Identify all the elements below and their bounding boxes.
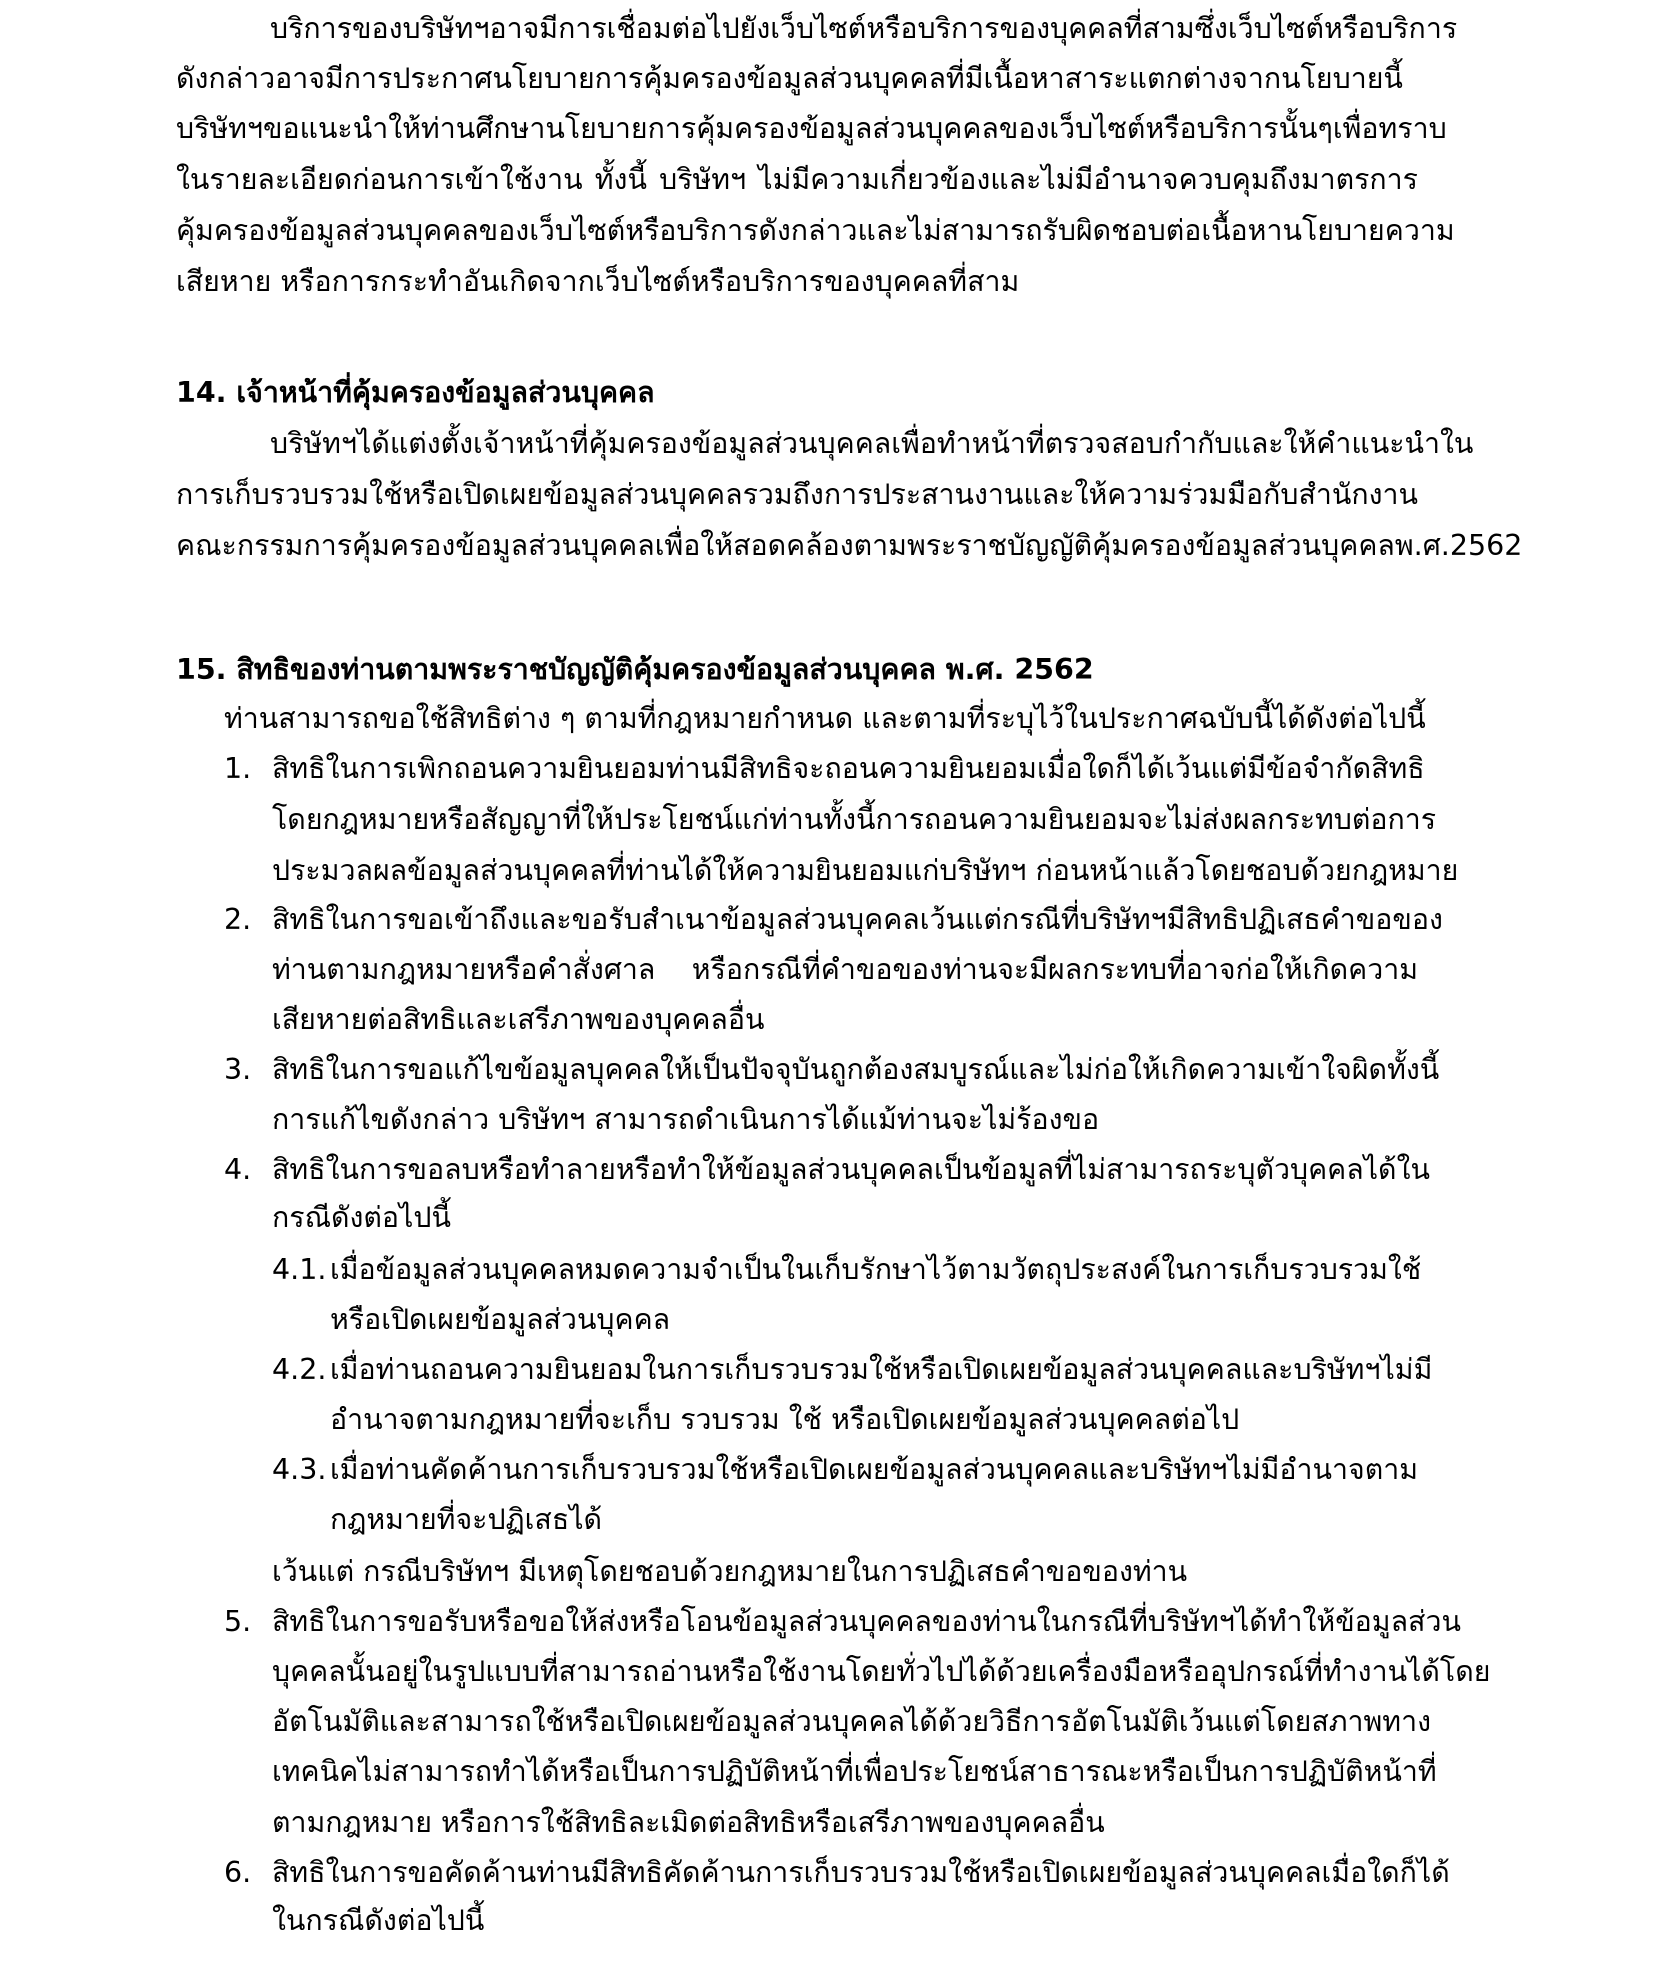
sub-item-line: เมื่อข้อมูลส่วนบุคคลหมดความจำเป็นในเก็บรักษาไว้ตามวัตถุประสงค์ในการเก็บ รวบรวม ใช้ [330, 1253, 1422, 1286]
list-item-line: เสียหายต่อสิทธิและเสรีภาพของบุคคลอื่น [272, 1003, 765, 1036]
list-item-number: 4. [224, 1153, 252, 1186]
list-item-line: ประมวลผลข้อมูลส่วนบุคคลที่ท่านได้ให้ความยินยอมแก่บริษัทฯ ก่อนหน้าแล้วโดยชอบด้วยกฎหมาย [272, 854, 1459, 887]
list-item-line: เทคนิคไม่สามารถทำได้ หรือเป็นการปฏิบัติหน้าที่เพื่อประโยชน์สาธารณะหรือเป็นการปฏิบัติหน้าที่ [272, 1755, 1437, 1788]
list-item-number: 6. [224, 1856, 252, 1889]
sub-item-line: กฎหมายที่จะปฏิเสธได้ [330, 1503, 603, 1536]
sub-item-number: 4.1. [272, 1253, 327, 1286]
list-item-line: สิทธิในการขอคัดค้าน ท่านมีสิทธิคัดค้านการเก็บรวบรวม ใช้ หรือเปิดเผยข้อมูลส่วนบุคคลเมื่อใดก็ได้ [272, 1856, 1450, 1889]
section-14-paragraph-line: การเก็บรวบรวม ใช้ หรือเปิดเผยข้อมูลส่วนบุคคล รวมถึงการประสานงานและให้ความร่วมมือกับสำนักงาน [176, 478, 1418, 511]
exception-note: เว้นแต่ กรณีบริษัทฯ มีเหตุโดยชอบด้วยกฎหมายในการปฏิเสธคำขอของท่าน [272, 1555, 1188, 1588]
section-15-heading: 15. สิทธิของท่านตามพระราชบัญญัติคุ้มครองข้อมูลส่วนบุคคล พ.ศ. 2562 [176, 653, 1094, 686]
section-14-heading: 14. เจ้าหน้าที่คุ้มครองข้อมูลส่วนบุคคล [176, 376, 655, 409]
list-item-line: โดยกฎหมายหรือสัญญาที่ให้ประโยชน์แก่ท่าน ทั้งนี้ การถอนความยินยอมจะไม่ส่งผลกระทบต่อการ [272, 803, 1437, 836]
list-item-line: บุคคลนั้นอยู่ในรูปแบบที่สามารถอ่านหรือใช้งานโดยทั่วไปได้ด้วยเครื่องมือหรืออุปกรณ์ที่ทำงานได้โดย [272, 1655, 1491, 1688]
list-item-line: สิทธิในการขอรับหรือขอให้ส่งหรือโอนข้อมูลส่วนบุคคลของท่าน ในกรณีที่บริษัทฯ ได้ทำให้ข้อมูลส่วน [272, 1605, 1461, 1638]
list-item-line: สิทธิในการขอแก้ไขข้อมูลบุคคลให้เป็นปัจจุบัน ถูกต้อง สมบูรณ์ และไม่ก่อให้เกิดความเข้าใจผิด ทั้งนี้ [272, 1053, 1440, 1086]
intro-paragraph-line: คุ้มครองข้อมูลส่วนบุคคลของเว็บไซต์หรือบริการดังกล่าวและไม่สามารถรับผิดชอบต่อเนื้อหา นโยบาย ความ [176, 214, 1455, 247]
list-item-line: ในกรณีดังต่อไปนี้ [272, 1904, 485, 1937]
list-item-line: สิทธิในการเพิกถอนความยินยอม ท่านมีสิทธิจะถอนความยินยอมเมื่อใดก็ได้ เว้นแต่ มีข้อจำกัดสิทธิ [272, 752, 1425, 785]
list-item-line: สิทธิในการขอเข้าถึงและขอรับสำเนาข้อมูลส่วนบุคคล เว้นแต่ กรณีที่บริษัทฯ มีสิทธิปฏิเสธคำขอของ [272, 903, 1443, 936]
list-item-number: 3. [224, 1053, 252, 1086]
intro-paragraph-line: บริการของบริษัทฯ อาจมีการเชื่อมต่อไปยังเว็บไซต์หรือบริการของบุคคลที่สาม ซึ่งเว็บไซต์หรือบริการ [270, 12, 1458, 45]
list-item-line: อัตโนมัติและสามารถใช้หรือเปิดเผยข้อมูลส่วนบุคคลได้ด้วยวิธีการอัตโนมัติ เว้นแต่ โดยสภาพทาง [272, 1705, 1432, 1738]
sub-item-line: อำนาจตามกฎหมายที่จะเก็บ รวบรวม ใช้ หรือเปิดเผยข้อมูลส่วนบุคคลต่อไป [330, 1403, 1240, 1436]
list-item-number: 5. [224, 1605, 252, 1638]
list-item-line: การแก้ไขดังกล่าว บริษัทฯ สามารถดำเนินการได้แม้ท่านจะไม่ร้องขอ [272, 1103, 1100, 1136]
list-item-line: สิทธิในการขอลบหรือทำลายหรือทำให้ข้อมูลส่วนบุคคลเป็นข้อมูลที่ไม่สามารถระบุตัวบุคคลได้ ใน [272, 1153, 1430, 1186]
list-item-number: 1. [224, 752, 252, 785]
intro-paragraph-line: บริษัทฯ ขอแนะนำให้ท่านศึกษานโยบายการคุ้มครองข้อมูลส่วนบุคคลของเว็บไซต์หรือบริการนั้น ๆ เพื่อทราบ [176, 112, 1447, 145]
sub-item-number: 4.3. [272, 1453, 327, 1486]
intro-paragraph-line: ในรายละเอียดก่อนการเข้าใช้งาน ทั้งนี้ บริษัทฯ ไม่มีความเกี่ยวข้องและไม่มีอำนาจควบคุมถึงมาตรการ [176, 163, 1418, 196]
list-item-line: ท่านตามกฎหมายหรือคำสั่งศาล หรือกรณีที่คำขอของท่านจะมีผลกระทบที่อาจก่อให้เกิดความ [272, 953, 1418, 986]
intro-paragraph-line: เสียหาย หรือการกระทำอันเกิดจากเว็บไซต์หรือบริการของบุคคลที่สาม [176, 265, 1020, 298]
list-item-line: กรณีดังต่อไปนี้ [272, 1201, 451, 1234]
sub-item-line: เมื่อท่านถอนความยินยอมในการเก็บ รวบรวม ใช้ หรือเปิดเผยข้อมูลส่วนบุคคลและบริษัทฯ ไม่มี [330, 1353, 1433, 1386]
list-item-number: 2. [224, 903, 252, 936]
section-14-paragraph-line: บริษัทฯ ได้แต่งตั้งเจ้าหน้าที่คุ้มครองข้อมูลส่วนบุคคลเพื่อทำหน้าที่ตรวจสอบ กำกับและให้คำแนะนำใน [270, 427, 1474, 460]
list-item-line: ตามกฎหมาย หรือการใช้สิทธิละเมิดต่อสิทธิหรือเสรีภาพของบุคคลอื่น [272, 1806, 1105, 1839]
intro-paragraph-line: ดังกล่าวอาจมีการประกาศนโยบายการคุ้มครองข้อมูลส่วนบุคคลที่มีเนื้อหาสาระแตกต่างจากนโยบายนี้ [176, 62, 1403, 95]
sub-item-number: 4.2. [272, 1353, 327, 1386]
section-15-intro: ท่านสามารถขอใช้สิทธิต่าง ๆ ตามที่กฎหมายกำหนด และตามที่ระบุไว้ในประกาศฉบับนี้ได้ดังต่อไปนี้ [224, 702, 1426, 735]
section-14-paragraph-line: คณะกรรมการคุ้มครองข้อมูลส่วนบุคคล เพื่อให้สอดคล้องตามพระราชบัญญัติคุ้มครองข้อมูลส่วนบุคคล พ.ศ. 2562 [176, 529, 1523, 562]
sub-item-line: เมื่อท่านคัดค้านการเก็บ รวบรวม ใช้ หรือเปิดเผยข้อมูลส่วนบุคคล และบริษัทฯ ไม่มีอำนาจตาม [330, 1453, 1418, 1486]
sub-item-line: หรือเปิดเผยข้อมูลส่วนบุคคล [330, 1303, 671, 1336]
